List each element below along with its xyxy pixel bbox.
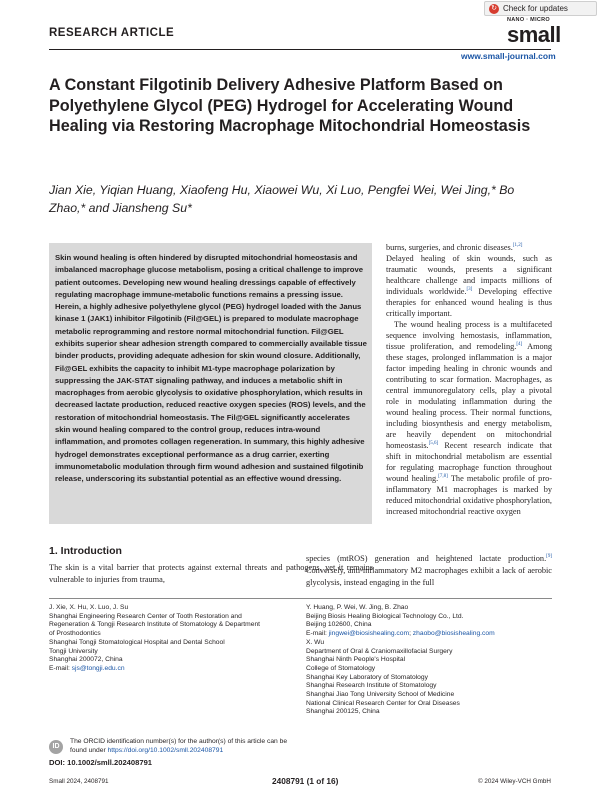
email-line: E-mail: sjs@tongji.edu.cn <box>49 664 125 672</box>
affiliation-line: Beijing 102600, China <box>306 621 372 629</box>
affiliation-line: Tongji University <box>49 647 98 655</box>
orcid-link[interactable]: https://doi.org/10.1002/smll.202408791 <box>107 746 224 754</box>
author-list: Jian Xie, Yiqian Huang, Xiaofeng Hu, Xiaowei Wu, Xi Luo, Pengfei Wei, Wei Jing,* Bo Zhao,* and Jiansheng Su* <box>49 183 515 215</box>
affiliation-line: J. Xie, X. Hu, X. Luo, J. Su <box>49 604 129 611</box>
affiliation-divider <box>49 598 552 599</box>
citation-link[interactable]: [4] <box>516 342 523 348</box>
citation-link[interactable]: [5,6] <box>428 441 439 447</box>
citation-link[interactable]: [1,2] <box>512 243 523 249</box>
affiliation-line: Shanghai 200125, China <box>306 708 380 716</box>
affiliation-line: Shanghai Key Laboratory of Stomatology <box>306 673 428 681</box>
footer-citation: Small 2024, 2408791 <box>49 778 109 785</box>
article-title: A Constant Filgotinib Delivery Adhesive Platform Based on Polyethylene Glycol (PEG) Hydrogel for Accelerating Wound Healing via Restoring Macrophage Mitochondrial Homeostasis <box>49 76 531 135</box>
affiliation-line: Shanghai Research Institute of Stomatology <box>306 682 437 690</box>
abstract-text: Skin wound healing is often hindered by disrupted mitochondrial homeostasis and imbalanced macrophage glucose metabolism, posing a critical challenge to improve patient outcomes. Developing new wound healing dressings capable of effectively regulating macrophage immune-metabolic functions remains a pressing issue. Herein, a highly adhesive polyethylene glycol (PEG) hydrogel loaded with the Janus kinase 1 (JAK1) inhibitor Filgotinib (Fil@GEL) is prepared to modulate macrophage metabolic reprogramming and restore normal mitochondrial function. Fil@GEL exhibits superior shear adhesion strength compared to commercially available tissue binder products, providing adequate adhesion for skin wound closure. Additionally, Fil@GEL exhibits the capacity to inhibit M1-type macrophage polarization by suppressing the JAK-STAT signaling pathway, and induces a metabolic shift in macrophages from aerobic glycolysis to oxidative phosphorylation, which results in decreased lactate production, reduced reactive oxygen species (ROS) levels, and the restoration of mitochondrial homeostasis. The Fil@GEL significantly accelerates skin wound healing compared to the control group, reduces intra-wound inflammation, and promotes collagen regeneration. In summary, this highly adhesive hydrogel demonstrates exceptional performance as a drug carrier, exerting immunometabolic modulation through firm wound adhesion and sustained filgotinib release, underscoring its substantial potential as an effective wound dressing. <box>55 253 367 484</box>
email-line: E-mail: jingwei@biosishealing.com; zhaobo@biosishealing.com <box>306 630 495 638</box>
body-paragraph: The wound healing process is a multifaceted sequence involving hemostasis, inflammation, tissue proliferation, and remodeling.[4] Among these stages, prolonged inflammation is a major factor impeding healing in chronic wounds and contributing to scar formation. Macrophages, as central immunoregulatory cells, play a pivotal role in modulating inflammation during the wound healing process. Their normal functions, including biosynthesis and energy metabolism, are heavily dependent on mitochondrial homeostasis.[5,6] Recent research indicate that shift in mitochondrial metabolism are essential for regulating macrophage function throughout wound healing.[7,8] The metabolic profile of pro-inflammatory M1 macrophages is marked by reduced mitochondrial oxidative phosphorylation, increased mitochondrial reactive oxygen <box>386 320 552 516</box>
citation-link[interactable]: [9] <box>546 554 552 560</box>
citation-link[interactable]: [7,8] <box>438 474 448 480</box>
affiliation-line: Shanghai 200072, China <box>49 656 123 664</box>
affiliation-line: Department of Oral & Craniomaxillofacial Surgery <box>306 647 453 655</box>
affiliation-line: X. Wu <box>306 638 325 646</box>
orcid-note: The ORCID identification number(s) for the author(s) of this article can be found under https://doi.org/10.1002/smll.202408791 <box>70 738 288 754</box>
orcid-icon: ID <box>49 740 63 754</box>
email-link[interactable]: zhaobo@biosishealing.com <box>412 630 495 638</box>
affiliation-line: College of Stomatology <box>306 664 376 672</box>
intro-paragraph: The skin is a vital barrier that protects against external threats and pathogens, yet it remains vulnerable to injuries from trauma, <box>49 563 373 584</box>
affiliation-line: of Prosthodontics <box>49 630 101 638</box>
affiliation-line: National Clinical Research Center for Oral Diseases <box>306 699 460 707</box>
section-label: RESEARCH ARTICLE <box>49 27 175 39</box>
section-heading: 1. Introduction <box>49 545 122 557</box>
body-paragraph: Delayed healing of skin wounds, such as traumatic wounds, presents a significant healthcare challenge and impacts millions of individuals worldwide.[3] Developing effective therapies for enhanced wound healing is thus critically important. <box>386 254 552 318</box>
header-rule <box>49 49 551 50</box>
affiliations-left <box>49 604 299 674</box>
refresh-icon: ↻ <box>489 4 499 14</box>
affiliation-line: Shanghai Ninth People's Hospital <box>306 656 406 664</box>
page-number: 2408791 (1 of 16) <box>272 776 339 786</box>
body-column-right <box>386 242 552 517</box>
journal-logo-super: NANO · MICRO <box>507 17 551 23</box>
check-for-updates-label: Check for updates <box>503 4 568 13</box>
journal-url-link[interactable]: www.small-journal.com <box>461 51 556 61</box>
body-paragraph: burns, surgeries, and chronic diseases.[1,2] <box>386 243 523 252</box>
affiliations-right <box>306 604 556 717</box>
continuation-paragraph: species (mtROS) generation and heightened lactate production.[9] Conversely, anti-inflammatory M2 macrophages exhibit a lack of aerobic glycolysis, instead engaging in the full <box>306 554 552 587</box>
affiliation-line: Shanghai Tongji Stomatological Hospital and Dental School <box>49 638 225 646</box>
doi: DOI: 10.1002/smll.202408791 <box>49 758 153 767</box>
affiliation-line: Shanghai Engineering Research Center of Tooth Restoration and <box>49 612 242 620</box>
citation-link[interactable]: [3] <box>466 287 473 293</box>
affiliation-line: Regeneration & Tongji Research Institute of Stomatology & Department <box>49 621 261 629</box>
email-link[interactable]: jingwei@biosishealing.com <box>328 630 410 638</box>
affiliation-line: Shanghai Jiao Tong University School of Medicine <box>306 691 455 699</box>
affiliation-line: Beijing Biosis Healing Biological Technology Co., Ltd. <box>306 612 464 620</box>
journal-logo: small <box>507 22 561 47</box>
footer-copyright: © 2024 Wiley-VCH GmbH <box>478 778 551 785</box>
check-for-updates-button[interactable] <box>484 1 597 16</box>
abstract-box <box>49 243 372 524</box>
email-link[interactable]: sjs@tongji.edu.cn <box>71 664 125 672</box>
affiliation-line: Y. Huang, P. Wei, W. Jing, B. Zhao <box>306 604 409 611</box>
